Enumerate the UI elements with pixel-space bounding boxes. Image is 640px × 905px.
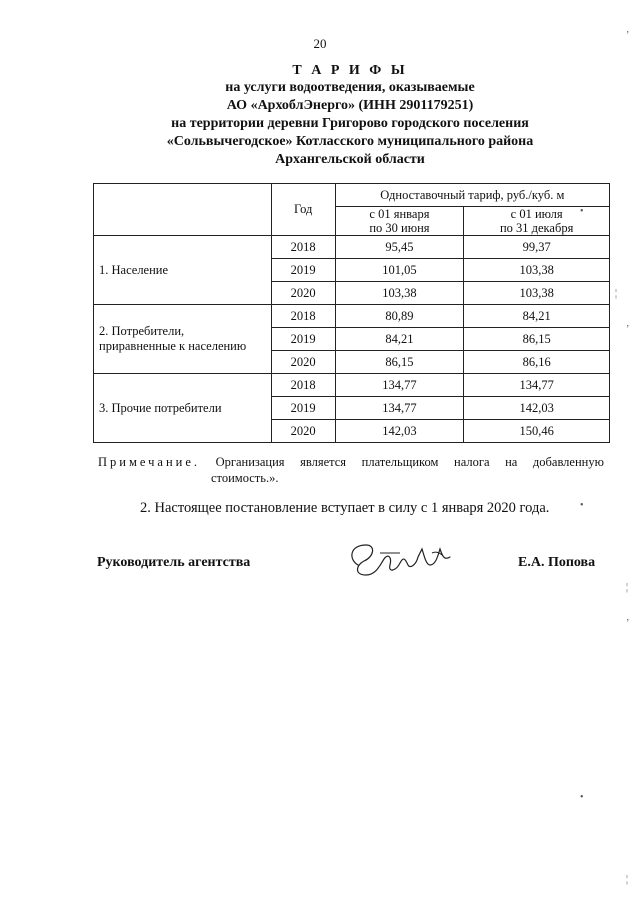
tariff-table <box>93 183 610 443</box>
document-title <box>60 62 640 169</box>
year-cell: 2020 <box>271 351 335 374</box>
tariff-cell: 103,38 <box>335 282 464 305</box>
tariff-cell: 134,77 <box>335 374 464 397</box>
tariff-cell: 84,21 <box>464 305 610 328</box>
signature-graphic <box>340 535 460 585</box>
scan-speck: • <box>580 792 584 803</box>
scan-speck: ʼ <box>626 618 630 629</box>
tariff-cell: 150,46 <box>464 420 610 443</box>
year-cell: 2019 <box>271 328 335 351</box>
tariff-cell: 103,38 <box>464 259 610 282</box>
tariff-cell: 86,16 <box>464 351 610 374</box>
note-word: на <box>505 455 518 469</box>
year-cell: 2018 <box>271 374 335 397</box>
title-line: АО «АрхоблЭнерго» (ИНН 2901179251) <box>226 98 474 113</box>
tariff-cell: 134,77 <box>464 374 610 397</box>
table-header-row <box>94 184 610 207</box>
tariff-cell: 142,03 <box>464 397 610 420</box>
title-heading: Т А Р И Ф Ы <box>292 63 408 78</box>
table-row <box>94 236 610 259</box>
tariff-cell: 86,15 <box>335 351 464 374</box>
page-number: 20 <box>313 36 327 51</box>
header-tariff: Одноставочный тариф, руб./куб. м <box>335 184 609 207</box>
title-line: «Сольвычегодское» Котласского муниципального района <box>166 134 534 149</box>
header-year: Год <box>271 184 335 236</box>
tariff-cell: 103,38 <box>464 282 610 305</box>
scan-speck: ʼ <box>626 30 630 41</box>
note-word: является <box>300 455 347 469</box>
tariff-cell: 99,37 <box>464 236 610 259</box>
tariff-cell: 142,03 <box>335 420 464 443</box>
category-cell: 3. Прочие потребители <box>94 374 272 443</box>
resolution-clause: 2. Настоящее постановление вступает в силу с 1 января 2020 года. <box>140 500 550 516</box>
note-word: плательщиком <box>361 455 439 469</box>
scan-speck: ʼ <box>626 324 630 335</box>
scan-speck: • <box>580 500 584 511</box>
year-cell: 2019 <box>271 397 335 420</box>
header-period-2: с 01 июля по 31 декабря <box>464 207 610 236</box>
scan-speck: ¦ <box>626 582 629 593</box>
title-line: Архангельской области <box>275 152 425 167</box>
tariff-cell: 134,77 <box>335 397 464 420</box>
tariff-cell: 101,05 <box>335 259 464 282</box>
scan-speck: ¦ <box>615 288 618 299</box>
title-line: на территории деревни Григорово городского поселения <box>171 116 529 131</box>
scan-speck: ¦ <box>626 874 629 885</box>
signer-name: Е.А. Попова <box>518 555 596 570</box>
table-row <box>94 305 610 328</box>
year-cell: 2018 <box>271 236 335 259</box>
signer-title: Руководитель агентства <box>97 555 251 570</box>
note-line-2: стоимость.». <box>211 471 279 485</box>
title-line: на услуги водоотведения, оказываемые <box>225 80 475 95</box>
header-period-1: с 01 января по 30 июня <box>335 207 464 236</box>
table-note <box>98 454 604 486</box>
year-cell: 2020 <box>271 420 335 443</box>
note-word: Организация <box>215 455 285 469</box>
note-line-1 <box>98 454 604 470</box>
tariff-cell: 86,15 <box>464 328 610 351</box>
tariff-cell: 84,21 <box>335 328 464 351</box>
note-label: Примечание. <box>98 455 201 469</box>
header-category-cell <box>94 184 272 236</box>
category-cell: 2. Потребители, приравненные к населению <box>94 305 272 374</box>
note-word: налога <box>454 455 490 469</box>
tariff-cell: 95,45 <box>335 236 464 259</box>
scan-speck: • <box>580 206 584 217</box>
year-cell: 2020 <box>271 282 335 305</box>
year-cell: 2019 <box>271 259 335 282</box>
category-cell: 1. Население <box>94 236 272 305</box>
year-cell: 2018 <box>271 305 335 328</box>
tariff-cell: 80,89 <box>335 305 464 328</box>
table-row <box>94 374 610 397</box>
note-word: добавленную <box>532 455 604 469</box>
